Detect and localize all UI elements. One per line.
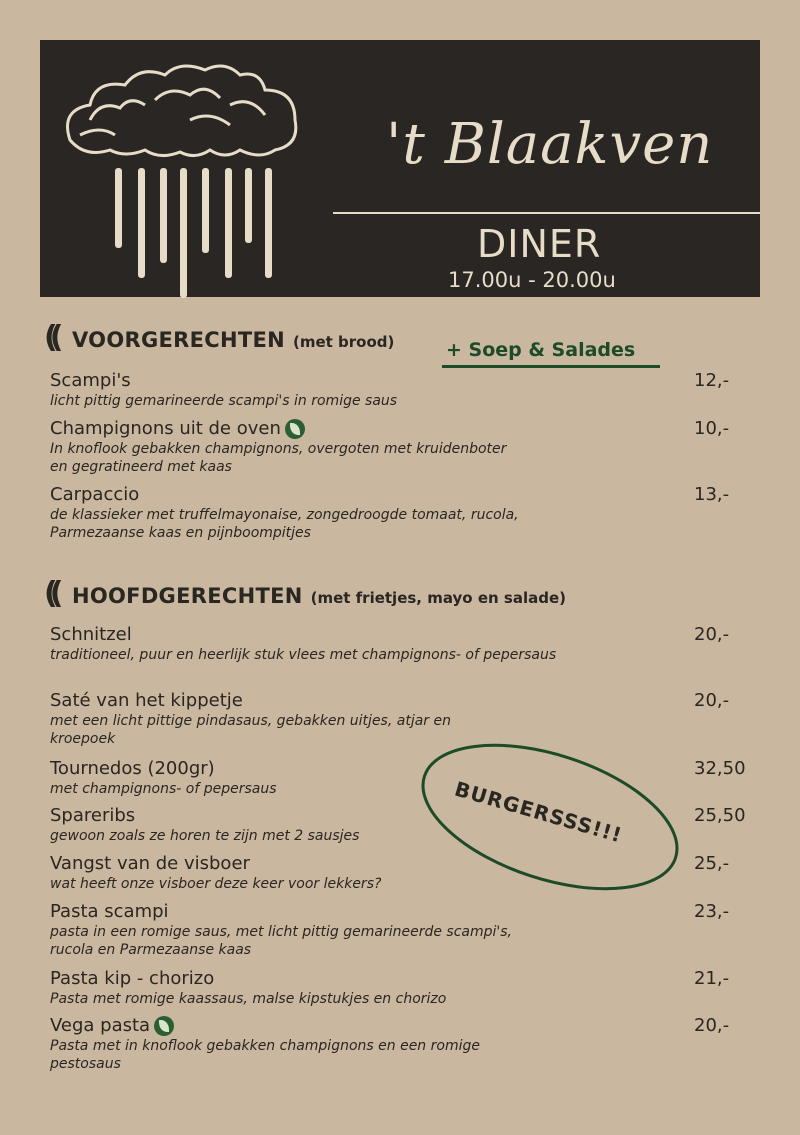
- bracket-icon: ((: [44, 320, 56, 355]
- menu-item-price: 25,50: [694, 805, 746, 826]
- burgers-annotation: BURGERSSS!!!: [452, 776, 626, 848]
- menu-header: [40, 40, 760, 297]
- menu-item: Saté van het kippetje met een licht pittige pindasaus, gebakken uitjes, atjar en kroepoek: [50, 690, 451, 747]
- section-title-voorgerechten: (( VOORGERECHTEN (met brood): [44, 320, 395, 355]
- menu-item-price: 23,-: [694, 901, 730, 922]
- menu-item-price: 25,-: [694, 853, 730, 874]
- bracket-icon: ((: [44, 576, 56, 611]
- menu-item-price: 20,-: [694, 690, 730, 711]
- opening-hours: 17.00u - 20.00u: [448, 268, 616, 292]
- leaf-icon: [154, 1016, 174, 1036]
- menu-item: Spareribs gewoon zoals ze horen te zijn met 2 sausjes: [50, 805, 360, 844]
- menu-item-price: 21,-: [694, 968, 730, 989]
- brand-name: 't Blaakven: [386, 112, 714, 177]
- page-title: DINER: [477, 222, 602, 266]
- menu-item-price: 32,50: [694, 758, 746, 779]
- header-divider: [333, 212, 760, 214]
- cloud-rain-icon: [60, 60, 320, 300]
- menu-item: Vangst van de visboer wat heeft onze visboer deze keer voor lekkers?: [50, 853, 382, 892]
- menu-item-price: 12,-: [694, 370, 730, 391]
- soep-salades-note: + Soep & Salades: [446, 339, 636, 361]
- menu-item-price: 10,-: [694, 418, 730, 439]
- menu-item-price: 20,-: [694, 1015, 730, 1036]
- menu-item: Pasta kip - chorizo Pasta met romige kaassaus, malse kipstukjes en chorizo: [50, 968, 447, 1007]
- menu-item: Schnitzel traditioneel, puur en heerlijk stuk vlees met champignons- of pepersaus: [50, 624, 557, 663]
- menu-item: Carpaccio de klassieker met truffelmayonaise, zongedroogde tomaat, rucola, Parmezaanse kaas en pijnboompitjes: [50, 484, 519, 541]
- menu-item: Champignons uit de oven In knoflook gebakken champignons, overgoten met kruidenboter en gegratineerd met kaas: [50, 418, 507, 475]
- menu-item-price: 13,-: [694, 484, 730, 505]
- menu-item-price: 20,-: [694, 624, 730, 645]
- menu-item: Tournedos (200gr) met champignons- of pepersaus: [50, 758, 277, 797]
- section-title-hoofdgerechten: (( HOOFDGERECHTEN (met frietjes, mayo en salade): [44, 576, 566, 611]
- soep-underline: [442, 365, 660, 368]
- menu-item: Pasta scampi pasta in een romige saus, met licht pittig gemarineerde scampi's, rucola en Parmezaanse kaas: [50, 901, 512, 958]
- leaf-icon: [285, 419, 305, 439]
- menu-item: Vega pasta Pasta met in knoflook gebakken champignons en een romige pestosaus: [50, 1015, 480, 1072]
- menu-item: Scampi's licht pittig gemarineerde scampi's in romige saus: [50, 370, 398, 409]
